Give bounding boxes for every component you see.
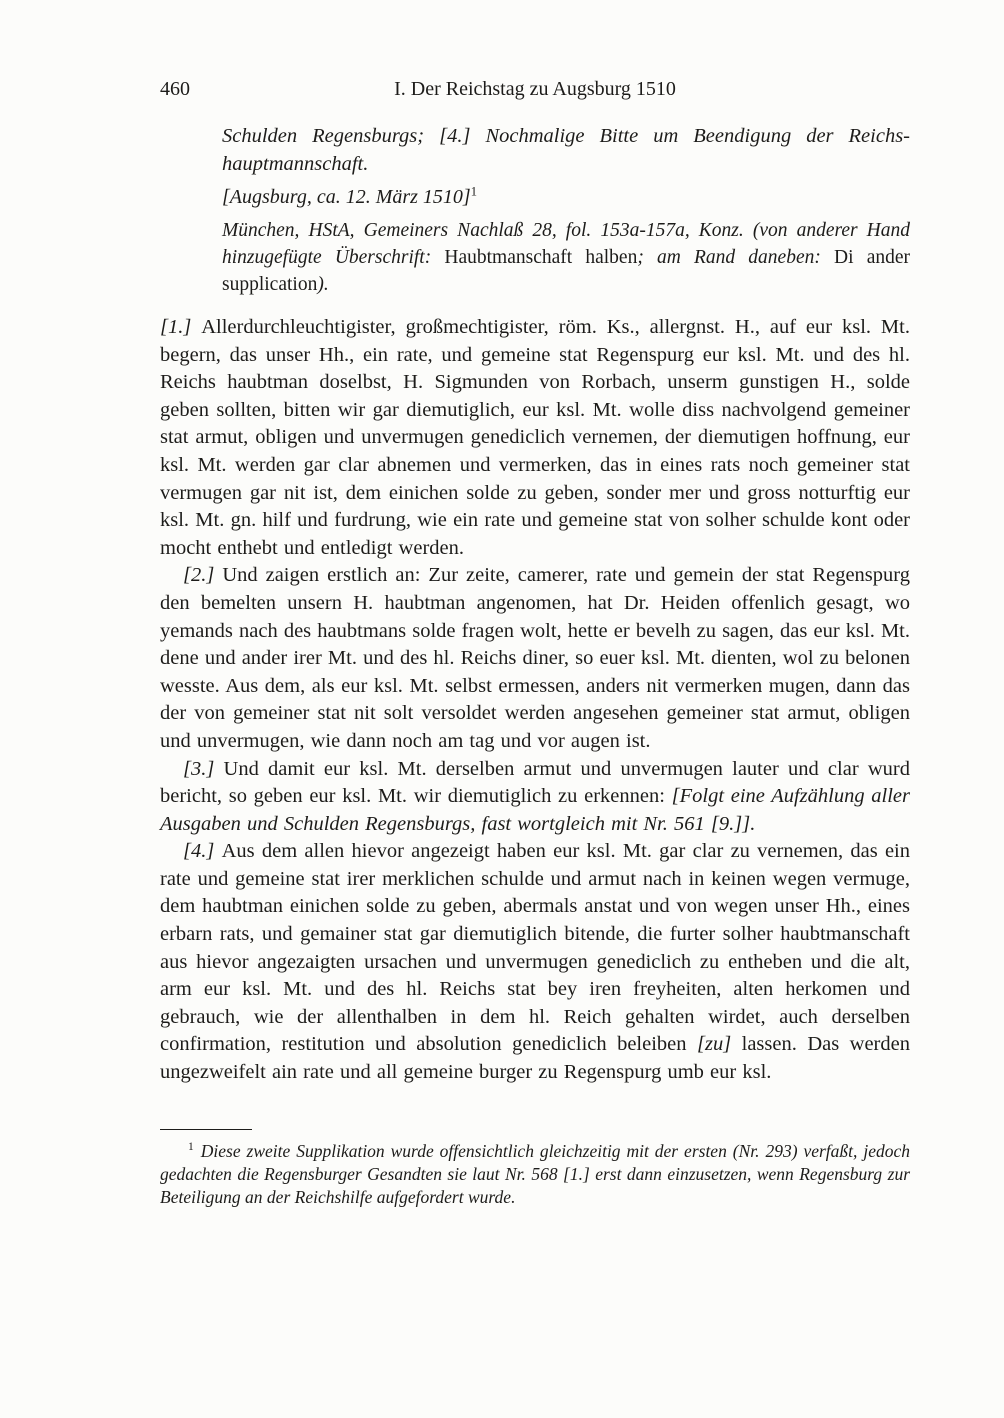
doc-title bbox=[222, 122, 910, 178]
page-header bbox=[160, 76, 910, 102]
paragraph-4-text-1: Aus dem allen hievor angezeigt haben eur ksl. Mt. gar clar zu vernemen, das ein rate und gemeine stat irer merklichen schulde und armut nach in keinen wegen vermuge, dem haubtman einichen solde zu geben, abermals anstat und von wegen unser Hh., eines erbarn rats, und gemainer stat gar diemutiglich bitende, die furter solher haubtmanschaft aus hievor angezaigten ursachen und unvermugen genediclich zu entheben und die alt, arm eur ksl. Mt. und des hl. Reichs stat bey iren freyheiten, alten herkomen und gebrauch, wie der allenthalben in dem hl. Reich gehalten wirdet, auch derselben confirmation, restitution und absolution genediclich beleiben bbox=[160, 840, 910, 1056]
document-head bbox=[222, 122, 910, 298]
page-number: 460 bbox=[160, 78, 190, 100]
source-seg-1: München, HStA, Gemeiners Nachlaß 28, fol. 153a-157a, Konz. (von anderer Hand hinzugefügte Überschrift: bbox=[222, 220, 910, 268]
paragraph-3-editorial-note: [Folgt eine Aufzählung aller Ausgaben und Schulden Regensburgs, fast wortgleich mit Nr. 561 [9.]]. bbox=[160, 785, 911, 835]
source-seg-2: Haubtmanschaft halben bbox=[444, 247, 638, 268]
paragraph-1-number: [1.] bbox=[160, 316, 202, 338]
source-seg-4: Di ander supplication bbox=[222, 247, 910, 295]
doc-title-line2: hauptmannschaft. bbox=[222, 153, 369, 175]
footnote-ref: 1 bbox=[470, 184, 477, 199]
paragraph-4 bbox=[160, 838, 910, 1086]
paragraph-4-number: [4.] bbox=[183, 840, 222, 863]
date-text: [Augsburg, ca. 12. März 1510] bbox=[222, 186, 471, 208]
footnote-1-marker: 1 bbox=[188, 1140, 194, 1153]
running-title: I. Der Reichstag zu Augsburg 1510 bbox=[394, 78, 676, 100]
paragraph-3-number: [3.] bbox=[183, 757, 224, 780]
source-seg-5: ). bbox=[317, 274, 329, 295]
date-line bbox=[222, 183, 910, 211]
footnote-1-text: Diese zweite Supplikation wurde offensichtlich gleichzeitig mit der ersten (Nr. 293) verfaßt, jedoch gedachten die Regensburger Gesandten sie laut Nr. 568 [1.] erst dann einzusetzen, wenn Regensburg zur Beteiligung an der Reichshilfe aufgefordert wurde. bbox=[160, 1140, 910, 1207]
paragraph-3 bbox=[160, 756, 910, 839]
paragraph-1 bbox=[160, 314, 910, 562]
footnotes-section bbox=[160, 1129, 910, 1209]
source-note bbox=[222, 217, 910, 298]
paragraph-3-text: Und damit eur ksl. Mt. derselben armut und unvermugen lauter und clar wurd bericht, so geben eur ksl. Mt. wir diemutiglich zu erkennen: bbox=[160, 757, 910, 808]
document-body bbox=[160, 314, 910, 1087]
footnote-separator-rule bbox=[160, 1129, 252, 1130]
paragraph-4-text-2: lassen. Das werden ungezweifelt ain rate und all gemeine burger zu Regenspurg umb eur ksl. bbox=[160, 1033, 910, 1084]
paragraph-4-editorial-insert: [zu] bbox=[696, 1033, 732, 1056]
paragraph-1-text: Allerdurchleuchtigister, großmechtigister, röm. Ks., allergnst. H., auf eur ksl. Mt. begern, das unser Hh., ein rate, und gemeine stat Regenspurg eur ksl. Mt. und des hl. Reichs haubtman doselbst, H. Sigmunden von Rorbach, unserm gunstigen H., solde geben sollten, bitten wir gar diemutiglich, eur ksl. Mt. wolle diss nachvolgend gemeiner stat armut, obligen und unvermugen genediclich vernemen, der diemutigen hoffnung, eur ksl. Mt. werden gar clar abnemen und vermerken, das in eines rats noch gemeiner stat vermugen gar nit ist, dem einichen solde zu geben, sonder mer und gross notturftig eur ksl. Mt. gn. hilf und furdrung, wie ein rate und gemeine stat von solher schulde kont oder mocht enthebt und entledigt werden. bbox=[160, 316, 910, 559]
doc-title-line1: Schulden Regensburgs; [4.] Nochmalige Bitte um Beendigung der Reichs- bbox=[222, 125, 910, 147]
paragraph-2-number: [2.] bbox=[183, 564, 223, 587]
source-seg-3: ; am Rand daneben: bbox=[637, 247, 835, 268]
footnote-1 bbox=[160, 1140, 910, 1209]
paragraph-2-text: Und zaigen erstlich an: Zur zeite, camerer, rate und gemein der stat Regenspurg den bemelten unsern H. haubtman angenomen, hat Dr. Heiden offenlich gesagt, wo yemands nach des haubtmans solde fragen wolt, hette er bevelh zu sagen, das eur ksl. Mt. dene und ander irer Mt. und des hl. Reichs diner, so euer ksl. Mt. dienten, wol zu belonen wesste. Aus dem, als eur ksl. Mt. selbst ermessen, anders nit vermerken mugen, dann das der von gemeiner stat nit solt versoldet werden angesehen gemeiner stat armut, obligen und unvermugen, wie dann noch am tag und vor augen ist. bbox=[160, 564, 911, 752]
paragraph-2 bbox=[160, 562, 910, 755]
